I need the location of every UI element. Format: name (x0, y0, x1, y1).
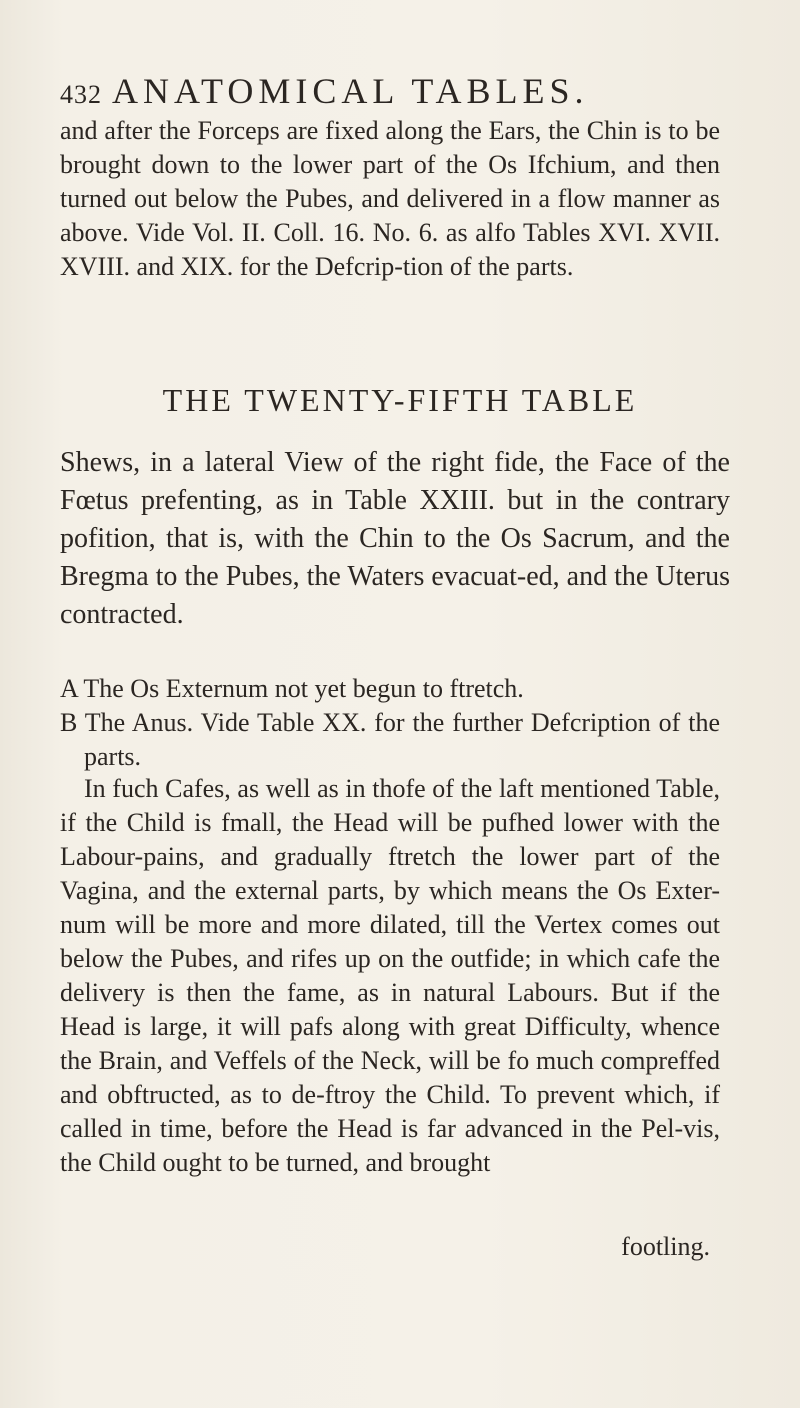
discussion-paragraph (60, 772, 720, 1180)
discussion-text: In fuch Cafes, as well as in thofe of the laft mentioned Table, if the Child is fmall, the Head will be pufhed lower with the Labour-pains, and gradually ftretch the lower part of the Vagina, and the external parts, by which means the Os Exter-num will be more and more dilated, till the Vertex comes out below the Pubes, and rifes up on the outfide; in which cafe the delivery is then the fame, as in natural Labours. But if the Head is large, it will pafs along with great Difficulty, whence the Brain, and Veffels of the Neck, will be fo much compreffed and obftructed, as to de-ftroy the Child. To prevent which, if called in time, before the Head is far advanced in the Pel-vis, the Child ought to be turned, and brought (60, 774, 720, 1177)
page-number: 432 (60, 80, 102, 109)
table-description (60, 444, 730, 634)
figure-key (60, 672, 720, 774)
table-description-text: Shews, in a lateral View of the right fide, the Face of the Fœtus prefenting, as in Table XXIII. but in the contrary pofition, that is, with the Chin to the Os Sacrum, and the Bregma to the Pubes, the Waters evacuat-ed, and the Uterus contracted. (60, 447, 730, 630)
key-item-b: B The Anus. Vide Table XX. for the further Defcription of the parts. (60, 708, 720, 771)
page-header (60, 70, 700, 114)
intro-paragraph (60, 114, 720, 284)
key-item-a: A The Os Externum not yet begun to ftretch. (60, 674, 524, 703)
section-title: THE TWENTY-FIFTH TABLE (162, 382, 638, 418)
catchword: footling. (621, 1232, 710, 1261)
intro-text: and after the Forceps are fixed along the Ears, the Chin is to be brought down to the lower part of the Os Ifchium, and then turned out below the Pubes, and delivered in a flow manner as above. Vide Vol. II. Coll. 16. No. 6. as alfo Tables XVI. XVII. XVIII. and XIX. for the Defcrip-tion of the parts. (60, 116, 720, 281)
running-head: ANATOMICAL TABLES. (112, 71, 589, 111)
